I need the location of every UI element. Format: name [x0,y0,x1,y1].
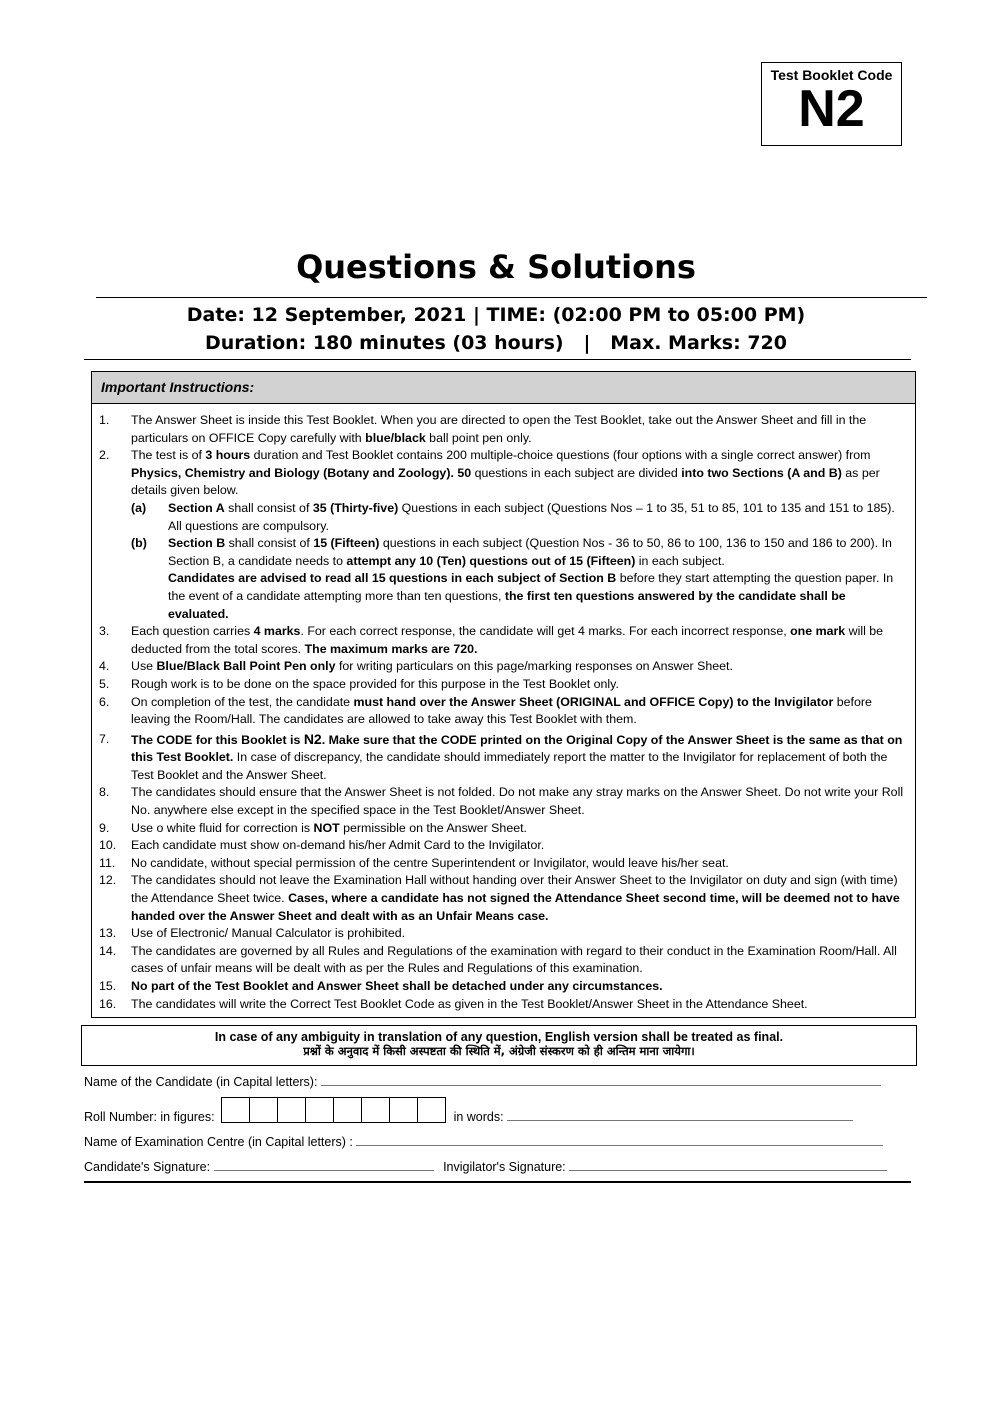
roll-digit-box[interactable] [417,1097,446,1123]
exam-centre-field[interactable] [84,1135,883,1149]
instruction-16: 16. The candidates will write the Correct Test Booklet Code as given in the Test Booklet/Answer Sheet in the Attendance Sheet. [99,996,808,1011]
instruction-7: 7. The CODE for this Booklet is N2. Make sure that the CODE printed on the Original Copy of the Answer Sheet is the same as that on this Test Booklet. In case of discrepancy, the candidate should immediately report the matter to the Invigilator for replacement of both the Test Booklet and the Answer Sheet. [99,730,903,782]
instruction-13: 13. Use of Electronic/ Manual Calculator is prohibited. [99,926,406,941]
footer-rule [84,1181,911,1183]
roll-digit-box[interactable] [333,1097,362,1123]
candidate-name-line[interactable] [321,1075,881,1086]
candidate-name-field[interactable] [84,1075,881,1089]
candidate-name-label: Name of the Candidate (in Capital letters): [84,1075,318,1089]
roll-number-field [84,1097,853,1123]
page-title: Questions & Solutions [296,248,696,286]
roll-number-boxes[interactable] [222,1097,446,1123]
roll-number-label: Roll Number: in figures: [84,1110,215,1125]
instruction-12: 12. The candidates should not leave the Examination Hall without handing over their Answer Sheet to the Invigilator on duty and sign (with time) the Attendance Sheet twice. Cases, where a candidate has not signed the Attendance Sheet second time, will be deemed not to have handed over the Answer Sheet and dealt with as an Unfair Means case. [99,873,900,923]
exam-centre-line[interactable] [356,1135,883,1146]
instructions-heading: Important Instructions: [92,372,915,404]
instruction-1: 1. The Answer Sheet is inside this Test Booklet. When you are directed to open the Test Booklet, take out the Answer Sheet and fill in the particulars on OFFICE Copy carefully with blue/black ball point pen only. [99,413,867,445]
header-rule [84,359,911,360]
instruction-9: 9. Use o white fluid for correction is NOT permissible on the Answer Sheet. [99,820,527,835]
instructions-list [99,412,909,1013]
exam-centre-label: Name of Examination Centre (in Capital letters) : [84,1135,353,1149]
roll-digit-box[interactable] [305,1097,334,1123]
roll-digit-box[interactable] [277,1097,306,1123]
roll-words-line[interactable] [507,1110,853,1121]
roll-digit-box[interactable] [361,1097,390,1123]
candidate-signature-label: Candidate's Signature: [84,1160,211,1174]
candidate-signature-line[interactable] [214,1160,434,1171]
instruction-2: 2. The test is of 3 hours duration and Test Booklet contains 200 multiple-choice questions (four options with a single correct answer) from Physics, Chemistry and Biology (Botany and Zoology). 50 questions in each subject are divided into two Sections (A and B) as per details given below. (a) Section A shall consist of 35 (Thirty-five) Questions in each subject (Questions Nos – 1 to 35, 51 to 85, 101 to 135 and 151 to 185). All questions are compulsory. (b) Section B shall consist of 15 (Fifteen) questions in each subject (Question Nos - 36 to 50, 86 to 100, 136 to 150 and 186 to 200). In Section B, a candidate needs to attempt any 10 (Ten) questions out of 15 (Fifteen) in each subject. Candidates are advised to read all 15 questions in each subject of Section B before they start attempting the question paper. In the event of a candidate attempting more than ten questions, the first ten questions answered by the candidate shall be evaluated. [99,447,909,623]
invigilator-signature-line[interactable] [569,1160,887,1171]
booklet-code: N2 [798,80,865,138]
roll-digit-box[interactable] [249,1097,278,1123]
test-booklet-code-box [761,62,902,146]
instruction-5: 5. Rough work is to be done on the space provided for this purpose in the Test Booklet only. [99,676,619,691]
instruction-11: 11. No candidate, without special permission of the centre Superintendent or Invigilator, would leave his/her seat. [99,855,729,870]
signature-row [84,1160,887,1174]
notice-english: In case of any ambiguity in translation of any question, English version shall be treated as final. [214,1030,784,1044]
roll-digit-box[interactable] [221,1097,250,1123]
instructions-box [91,371,916,1018]
translation-notice [81,1025,917,1066]
invigilator-signature-label: Invigilator's Signature: [443,1160,566,1174]
date-time-line: Date: 12 September, 2021 | TIME: (02:00 PM to 05:00 PM) [186,304,806,326]
instruction-6: 6. On completion of the test, the candidate must hand over the Answer Sheet (ORIGINAL and OFFICE Copy) to the Invigilator before leaving the Room/Hall. The candidates are allowed to take away this Test Booklet with them. [99,694,872,727]
instruction-2b: (b) Section B shall consist of 15 (Fifteen) questions in each subject (Question Nos - 36 to 50, 86 to 100, 136 to 150 and 186 to 200). In Section B, a candidate needs to attempt any 10 (Ten) questions out of 15 (Fifteen) in each subject. Candidates are advised to read all 15 questions in each subject of Section B before they start attempting the question paper. In the event of a candidate attempting more than ten questions, the first ten questions answered by the candidate shall be evaluated. [131,536,894,621]
instruction-10: 10. Each candidate must show on-demand his/her Admit Card to the Invigilator. [99,838,545,853]
instruction-2a: (a) Section A shall consist of 35 (Thirty-five) Questions in each subject (Questions Nos – 1 to 35, 51 to 85, 101 to 135 and 151 to 185). All questions are compulsory. [131,500,895,533]
booklet-code-label: Test Booklet Code [770,67,893,83]
roll-digit-box[interactable] [389,1097,418,1123]
instruction-4: 4. Use Blue/Black Ball Point Pen only for writing particulars on this page/marking responses on Answer Sheet. [99,659,733,674]
instruction-14: 14. The candidates are governed by all Rules and Regulations of the examination with regard to their conduct in the Examination Room/Hall. All cases of unfair means will be dealt with as per the Rules and Regulations of this examination. [99,943,897,976]
title-rule [96,297,927,298]
roll-words-label: in words: [453,1110,504,1125]
instruction-8: 8. The candidates should ensure that the Answer Sheet is not folded. Do not make any stray marks on the Answer Sheet. Do not write your Roll No. anywhere else except in the specified space in the Test Booklet/Answer Sheet. [99,785,904,818]
instruction-15: 15. No part of the Test Booklet and Answer Sheet shall be detached under any circumstances. [99,979,663,993]
instruction-3: 3. Each question carries 4 marks. For each correct response, the candidate will get 4 marks. For each incorrect response, one mark will be deducted from the total scores. The maximum marks are 720. [99,624,884,656]
duration-marks-line: Duration: 180 minutes (03 hours) | Max. Marks: 720 [205,332,787,354]
notice-hindi: प्रश्नों के अनुवाद में किसी अस्पष्टता की स्थिति में, अंग्रेजी संस्करण को ही अन्तिम माना जायेगा। [303,1044,695,1058]
